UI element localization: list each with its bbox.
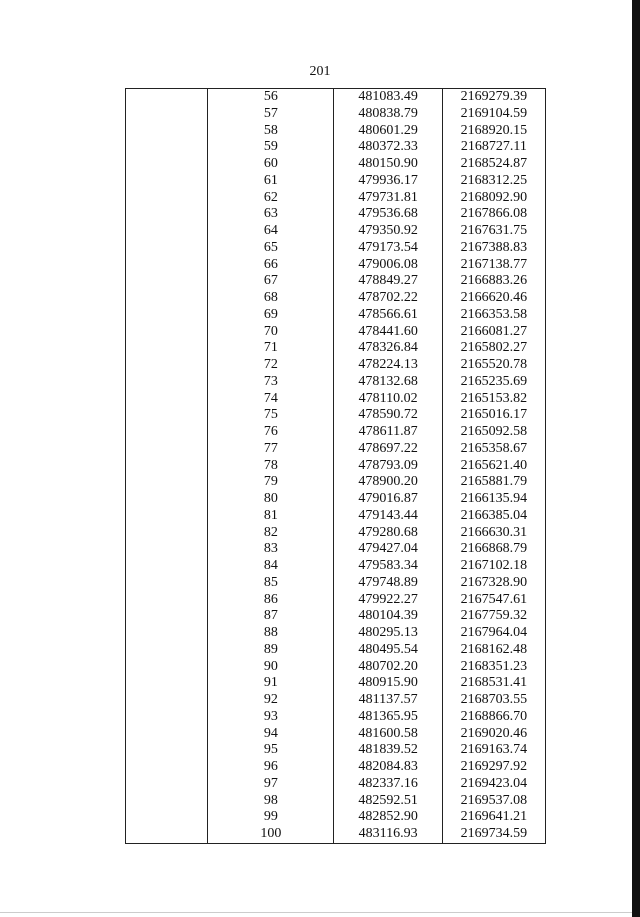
- vertex-number-cell: 71: [208, 340, 334, 357]
- table-row: [126, 123, 546, 140]
- blank-cell: [126, 525, 208, 542]
- table-row: [126, 89, 546, 106]
- table-row: [126, 592, 546, 609]
- y-coordinate-cell: 2165358.67: [442, 441, 545, 458]
- blank-cell: [126, 173, 208, 190]
- y-coordinate-cell: 2169104.59: [442, 106, 545, 123]
- table-row: [126, 374, 546, 391]
- blank-cell: [126, 190, 208, 207]
- vertex-number-cell: 67: [208, 273, 334, 290]
- vertex-number-cell: 64: [208, 223, 334, 240]
- x-coordinate-cell: 482592.51: [334, 793, 442, 810]
- vertex-number-cell: 81: [208, 508, 334, 525]
- table-row: [126, 709, 546, 726]
- y-coordinate-cell: 2168531.41: [442, 675, 545, 692]
- vertex-number-cell: 74: [208, 391, 334, 408]
- blank-cell: [126, 139, 208, 156]
- blank-cell: [126, 759, 208, 776]
- vertex-number-cell: 97: [208, 776, 334, 793]
- x-coordinate-cell: 478793.09: [334, 458, 442, 475]
- y-coordinate-cell: 2166385.04: [442, 508, 545, 525]
- blank-cell: [126, 307, 208, 324]
- table-row: [126, 424, 546, 441]
- y-coordinate-cell: 2165520.78: [442, 357, 545, 374]
- x-coordinate-cell: 480104.39: [334, 608, 442, 625]
- blank-cell: [126, 458, 208, 475]
- table-row: [126, 106, 546, 123]
- blank-cell: [126, 89, 208, 106]
- vertex-number-cell: 68: [208, 290, 334, 307]
- x-coordinate-cell: 478611.87: [334, 424, 442, 441]
- x-coordinate-cell: 478702.22: [334, 290, 442, 307]
- x-coordinate-cell: 483116.93: [334, 826, 442, 843]
- vertex-number-cell: 80: [208, 491, 334, 508]
- table-row: [126, 692, 546, 709]
- vertex-number-cell: 84: [208, 558, 334, 575]
- table-row: [126, 608, 546, 625]
- blank-cell: [126, 608, 208, 625]
- blank-cell: [126, 240, 208, 257]
- vertex-number-cell: 93: [208, 709, 334, 726]
- vertex-number-cell: 72: [208, 357, 334, 374]
- x-coordinate-cell: 480915.90: [334, 675, 442, 692]
- y-coordinate-cell: 2165802.27: [442, 340, 545, 357]
- x-coordinate-cell: 478132.68: [334, 374, 442, 391]
- y-coordinate-cell: 2166081.27: [442, 324, 545, 341]
- x-coordinate-cell: 479280.68: [334, 525, 442, 542]
- vertex-number-cell: 92: [208, 692, 334, 709]
- blank-cell: [126, 508, 208, 525]
- vertex-number-cell: 63: [208, 206, 334, 223]
- y-coordinate-cell: 2167866.08: [442, 206, 545, 223]
- scan-edge: [632, 0, 640, 917]
- x-coordinate-cell: 479143.44: [334, 508, 442, 525]
- vertex-number-cell: 77: [208, 441, 334, 458]
- table-row: [126, 190, 546, 207]
- vertex-number-cell: 88: [208, 625, 334, 642]
- y-coordinate-cell: 2167388.83: [442, 240, 545, 257]
- table-row: [126, 340, 546, 357]
- y-coordinate-cell: 2165016.17: [442, 407, 545, 424]
- table-row: [126, 759, 546, 776]
- vertex-number-cell: 87: [208, 608, 334, 625]
- blank-cell: [126, 692, 208, 709]
- blank-cell: [126, 407, 208, 424]
- blank-cell: [126, 776, 208, 793]
- vertex-number-cell: 82: [208, 525, 334, 542]
- x-coordinate-cell: 481137.57: [334, 692, 442, 709]
- y-coordinate-cell: 2168312.25: [442, 173, 545, 190]
- y-coordinate-cell: 2166135.94: [442, 491, 545, 508]
- vertex-number-cell: 96: [208, 759, 334, 776]
- y-coordinate-cell: 2167138.77: [442, 257, 545, 274]
- blank-cell: [126, 826, 208, 843]
- table-row: [126, 642, 546, 659]
- y-coordinate-cell: 2167964.04: [442, 625, 545, 642]
- blank-cell: [126, 156, 208, 173]
- x-coordinate-cell: 480702.20: [334, 659, 442, 676]
- blank-cell: [126, 340, 208, 357]
- x-coordinate-cell: 478590.72: [334, 407, 442, 424]
- table-row: [126, 826, 546, 843]
- blank-cell: [126, 290, 208, 307]
- y-coordinate-cell: 2168162.48: [442, 642, 545, 659]
- table-row: [126, 441, 546, 458]
- vertex-number-cell: 100: [208, 826, 334, 843]
- vertex-number-cell: 76: [208, 424, 334, 441]
- table-row: [126, 407, 546, 424]
- vertex-number-cell: 75: [208, 407, 334, 424]
- blank-cell: [126, 223, 208, 240]
- x-coordinate-cell: 478849.27: [334, 273, 442, 290]
- vertex-number-cell: 59: [208, 139, 334, 156]
- vertex-number-cell: 66: [208, 257, 334, 274]
- table-row: [126, 357, 546, 374]
- vertex-number-cell: 58: [208, 123, 334, 140]
- x-coordinate-cell: 478110.02: [334, 391, 442, 408]
- x-coordinate-cell: 481365.95: [334, 709, 442, 726]
- table-row: [126, 625, 546, 642]
- table-row: [126, 793, 546, 810]
- vertex-number-cell: 73: [208, 374, 334, 391]
- y-coordinate-cell: 2169641.21: [442, 809, 545, 826]
- y-coordinate-cell: 2165621.40: [442, 458, 545, 475]
- y-coordinate-cell: 2169279.39: [442, 89, 545, 106]
- table-row: [126, 809, 546, 826]
- x-coordinate-cell: 479936.17: [334, 173, 442, 190]
- y-coordinate-cell: 2168866.70: [442, 709, 545, 726]
- y-coordinate-cell: 2169297.92: [442, 759, 545, 776]
- x-coordinate-cell: 481083.49: [334, 89, 442, 106]
- table-row: [126, 273, 546, 290]
- x-coordinate-cell: 480295.13: [334, 625, 442, 642]
- x-coordinate-cell: 479016.87: [334, 491, 442, 508]
- y-coordinate-cell: 2168703.55: [442, 692, 545, 709]
- vertex-number-cell: 95: [208, 742, 334, 759]
- x-coordinate-cell: 479583.34: [334, 558, 442, 575]
- x-coordinate-cell: 480372.33: [334, 139, 442, 156]
- blank-cell: [126, 374, 208, 391]
- table-row: [126, 575, 546, 592]
- table-row: [126, 525, 546, 542]
- vertex-number-cell: 91: [208, 675, 334, 692]
- coordinate-table-container: [125, 88, 546, 844]
- blank-cell: [126, 793, 208, 810]
- y-coordinate-cell: 2169163.74: [442, 742, 545, 759]
- x-coordinate-cell: 479922.27: [334, 592, 442, 609]
- x-coordinate-cell: 481600.58: [334, 726, 442, 743]
- x-coordinate-cell: 479006.08: [334, 257, 442, 274]
- x-coordinate-cell: 478326.84: [334, 340, 442, 357]
- blank-cell: [126, 558, 208, 575]
- blank-cell: [126, 726, 208, 743]
- x-coordinate-cell: 482337.16: [334, 776, 442, 793]
- table-row: [126, 474, 546, 491]
- x-coordinate-cell: 482852.90: [334, 809, 442, 826]
- y-coordinate-cell: 2169423.04: [442, 776, 545, 793]
- y-coordinate-cell: 2168092.90: [442, 190, 545, 207]
- x-coordinate-cell: 481839.52: [334, 742, 442, 759]
- y-coordinate-cell: 2168524.87: [442, 156, 545, 173]
- table-row: [126, 726, 546, 743]
- vertex-number-cell: 56: [208, 89, 334, 106]
- table-row: [126, 307, 546, 324]
- y-coordinate-cell: 2165235.69: [442, 374, 545, 391]
- blank-cell: [126, 675, 208, 692]
- x-coordinate-cell: 478697.22: [334, 441, 442, 458]
- table-row: [126, 139, 546, 156]
- y-coordinate-cell: 2168727.11: [442, 139, 545, 156]
- table-row: [126, 458, 546, 475]
- blank-cell: [126, 257, 208, 274]
- x-coordinate-cell: 478224.13: [334, 357, 442, 374]
- blank-cell: [126, 491, 208, 508]
- y-coordinate-cell: 2169734.59: [442, 826, 545, 843]
- table-row: [126, 391, 546, 408]
- coordinate-table-body: [126, 89, 546, 844]
- blank-cell: [126, 541, 208, 558]
- table-row: [126, 675, 546, 692]
- vertex-number-cell: 78: [208, 458, 334, 475]
- vertex-number-cell: 65: [208, 240, 334, 257]
- y-coordinate-cell: 2166868.79: [442, 541, 545, 558]
- blank-cell: [126, 106, 208, 123]
- vertex-number-cell: 85: [208, 575, 334, 592]
- blank-cell: [126, 474, 208, 491]
- blank-cell: [126, 391, 208, 408]
- x-coordinate-cell: 480601.29: [334, 123, 442, 140]
- table-row: [126, 776, 546, 793]
- table-row: [126, 541, 546, 558]
- x-coordinate-cell: 480150.90: [334, 156, 442, 173]
- vertex-number-cell: 69: [208, 307, 334, 324]
- x-coordinate-cell: 479173.54: [334, 240, 442, 257]
- y-coordinate-cell: 2165881.79: [442, 474, 545, 491]
- y-coordinate-cell: 2168351.23: [442, 659, 545, 676]
- vertex-number-cell: 86: [208, 592, 334, 609]
- coordinate-table: [125, 88, 546, 844]
- vertex-number-cell: 94: [208, 726, 334, 743]
- table-row: [126, 156, 546, 173]
- x-coordinate-cell: 479350.92: [334, 223, 442, 240]
- vertex-number-cell: 99: [208, 809, 334, 826]
- table-row: [126, 173, 546, 190]
- vertex-number-cell: 60: [208, 156, 334, 173]
- y-coordinate-cell: 2165153.82: [442, 391, 545, 408]
- vertex-number-cell: 89: [208, 642, 334, 659]
- page-bottom-rule: [0, 912, 632, 913]
- blank-cell: [126, 123, 208, 140]
- blank-cell: [126, 206, 208, 223]
- page-number: 201: [309, 64, 331, 79]
- blank-cell: [126, 742, 208, 759]
- table-row: [126, 558, 546, 575]
- x-coordinate-cell: 480495.54: [334, 642, 442, 659]
- x-coordinate-cell: 478566.61: [334, 307, 442, 324]
- table-row: [126, 491, 546, 508]
- x-coordinate-cell: 479748.89: [334, 575, 442, 592]
- table-row: [126, 206, 546, 223]
- x-coordinate-cell: 479536.68: [334, 206, 442, 223]
- table-row: [126, 508, 546, 525]
- x-coordinate-cell: 478900.20: [334, 474, 442, 491]
- blank-cell: [126, 592, 208, 609]
- y-coordinate-cell: 2166883.26: [442, 273, 545, 290]
- y-coordinate-cell: 2167631.75: [442, 223, 545, 240]
- y-coordinate-cell: 2166630.31: [442, 525, 545, 542]
- blank-cell: [126, 809, 208, 826]
- table-row: [126, 290, 546, 307]
- vertex-number-cell: 61: [208, 173, 334, 190]
- blank-cell: [126, 659, 208, 676]
- table-row: [126, 324, 546, 341]
- blank-cell: [126, 273, 208, 290]
- y-coordinate-cell: 2167328.90: [442, 575, 545, 592]
- table-row: [126, 659, 546, 676]
- blank-cell: [126, 575, 208, 592]
- y-coordinate-cell: 2166353.58: [442, 307, 545, 324]
- blank-cell: [126, 357, 208, 374]
- vertex-number-cell: 79: [208, 474, 334, 491]
- table-row: [126, 742, 546, 759]
- table-row: [126, 223, 546, 240]
- vertex-number-cell: 62: [208, 190, 334, 207]
- y-coordinate-cell: 2167759.32: [442, 608, 545, 625]
- x-coordinate-cell: 478441.60: [334, 324, 442, 341]
- y-coordinate-cell: 2168920.15: [442, 123, 545, 140]
- y-coordinate-cell: 2167102.18: [442, 558, 545, 575]
- y-coordinate-cell: 2167547.61: [442, 592, 545, 609]
- blank-cell: [126, 709, 208, 726]
- x-coordinate-cell: 479731.81: [334, 190, 442, 207]
- vertex-number-cell: 57: [208, 106, 334, 123]
- y-coordinate-cell: 2165092.58: [442, 424, 545, 441]
- y-coordinate-cell: 2166620.46: [442, 290, 545, 307]
- vertex-number-cell: 83: [208, 541, 334, 558]
- blank-cell: [126, 324, 208, 341]
- blank-cell: [126, 625, 208, 642]
- blank-cell: [126, 424, 208, 441]
- vertex-number-cell: 90: [208, 659, 334, 676]
- y-coordinate-cell: 2169020.46: [442, 726, 545, 743]
- blank-cell: [126, 642, 208, 659]
- y-coordinate-cell: 2169537.08: [442, 793, 545, 810]
- vertex-number-cell: 98: [208, 793, 334, 810]
- x-coordinate-cell: 479427.04: [334, 541, 442, 558]
- table-row: [126, 240, 546, 257]
- table-row: [126, 257, 546, 274]
- x-coordinate-cell: 482084.83: [334, 759, 442, 776]
- blank-cell: [126, 441, 208, 458]
- x-coordinate-cell: 480838.79: [334, 106, 442, 123]
- vertex-number-cell: 70: [208, 324, 334, 341]
